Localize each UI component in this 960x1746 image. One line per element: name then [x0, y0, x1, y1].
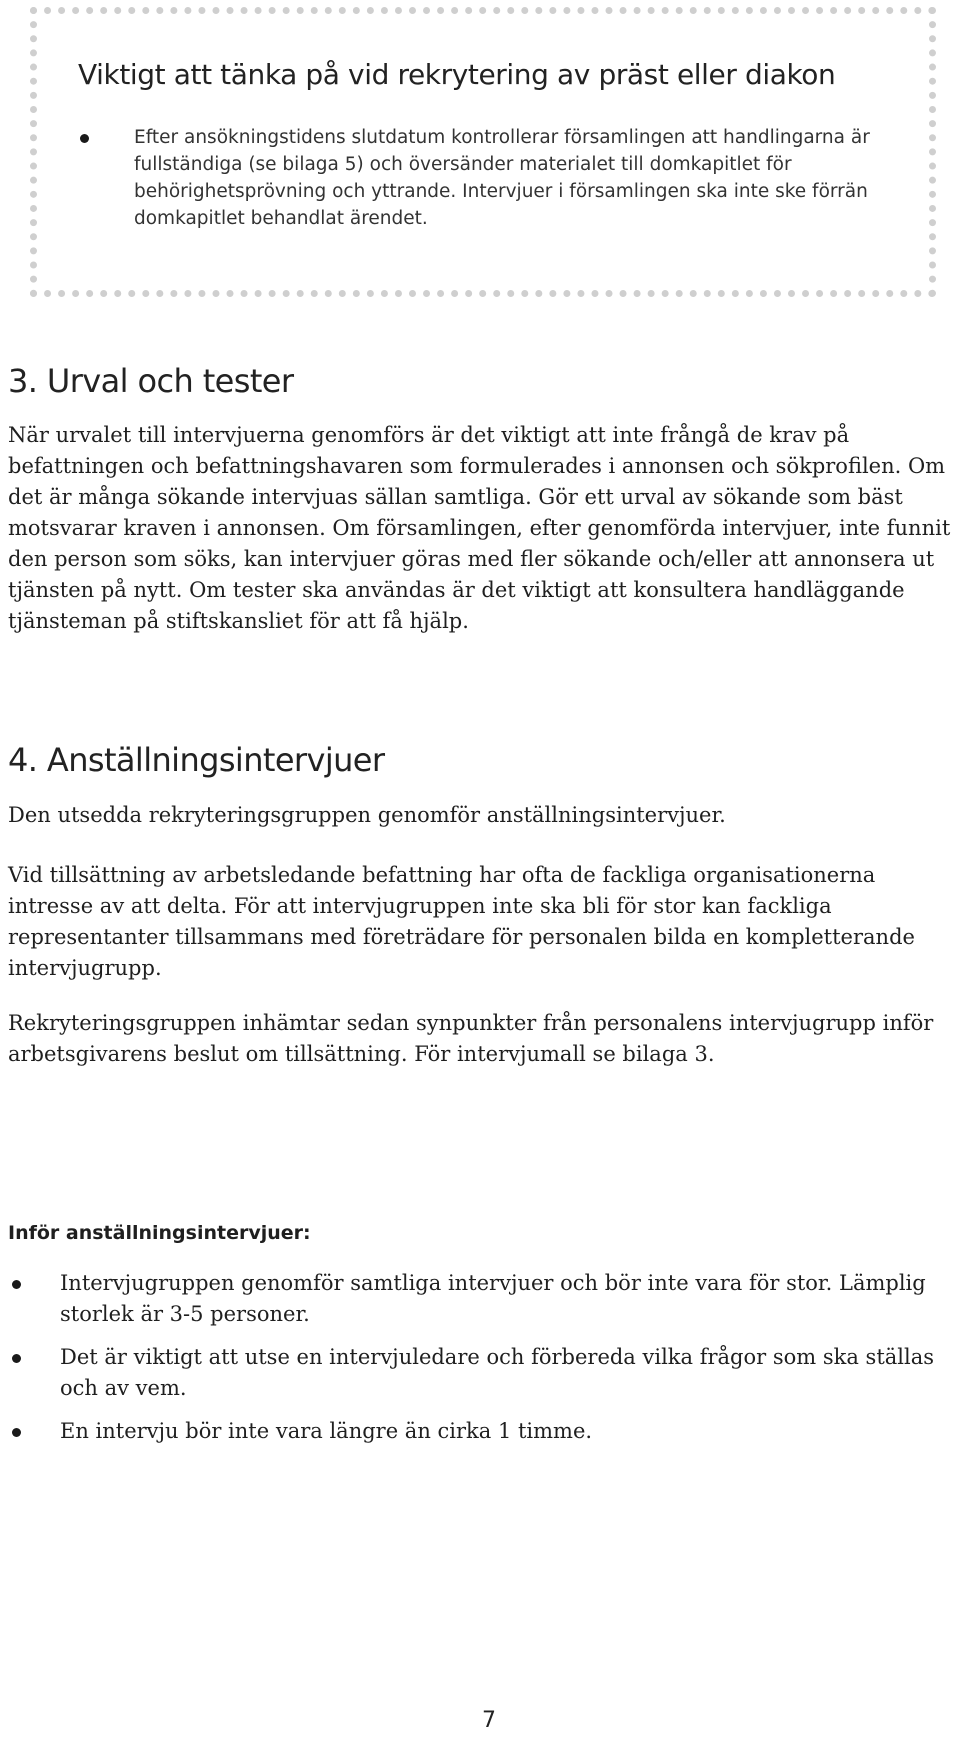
list-item-text: Intervjugruppen genomför samtliga intervjuer och bör inte vara för stor. Lämplig storlek är 3-5 personer. — [60, 1271, 926, 1326]
list-item — [8, 1268, 956, 1330]
list-item — [8, 1342, 956, 1404]
section-4-title: 4. Anställningsintervjuer — [8, 741, 385, 779]
interview-prep-heading: Inför anställningsintervjuer: — [8, 1222, 311, 1244]
section-3-title: 3. Urval och tester — [8, 362, 294, 400]
bullet-icon — [12, 1428, 21, 1437]
interview-prep-list — [8, 1268, 956, 1447]
bullet-icon — [80, 134, 89, 143]
callout-title: Viktigt att tänka på vid rekrytering av präst eller diakon — [78, 58, 836, 91]
callout-item-text: Efter ansökningstidens slutdatum kontrollerar församlingen att handlingarna är fullständiga (se bilaga 5) och översänder materialet till domkapitlet för behörighetsprövning och yttrande. Intervjuer i församlingen ska inte ske förrän domkapitlet behandlat ärendet. — [134, 127, 870, 229]
bullet-icon — [12, 1280, 21, 1289]
page-number: 7 — [482, 1708, 496, 1733]
list-item-text: En intervju bör inte vara längre än cirka 1 timme. — [60, 1419, 593, 1443]
callout-list-item — [78, 124, 888, 232]
section-3-paragraph: När urvalet till intervjuerna genomförs är det viktigt att inte frångå de krav på befattningen och befattningshavaren som formulerades i annonsen och sökprofilen. Om det är många sökande intervjuas sällan samtliga. Gör ett urval av sökande som bäst motsvarar kraven i annonsen. Om församlingen, efter genomförda intervjuer, inte funnit den person som söks, kan intervjuer göras med fler sökande och/eller att annonsera ut tjänsten på nytt. Om tester ska användas är det viktigt att konsultera handläggande tjänsteman på stiftskansliet för att få hjälp. — [8, 423, 951, 633]
bullet-icon — [12, 1354, 21, 1363]
list-item-text: Det är viktigt att utse en intervjuledare och förbereda vilka frågor som ska ställas och av vem. — [60, 1345, 935, 1400]
list-item — [8, 1416, 956, 1447]
section-4-paragraph-1: Den utsedda rekryteringsgruppen genomför anställningsintervjuer. — [8, 803, 726, 827]
callout-list — [78, 124, 888, 232]
section-4-paragraph-2: Vid tillsättning av arbetsledande befattning har ofta de fackliga organisationerna intresse av att delta. För att intervjugruppen inte ska bli för stor kan fackliga representanter tillsammans med företrädare för personalen bilda en kompletterande intervjugrupp. — [8, 863, 915, 980]
section-4-paragraph-3: Rekryteringsgruppen inhämtar sedan synpunkter från personalens intervjugrupp inför arbetsgivarens beslut om tillsättning. För intervjumall se bilaga 3. — [8, 1011, 934, 1066]
